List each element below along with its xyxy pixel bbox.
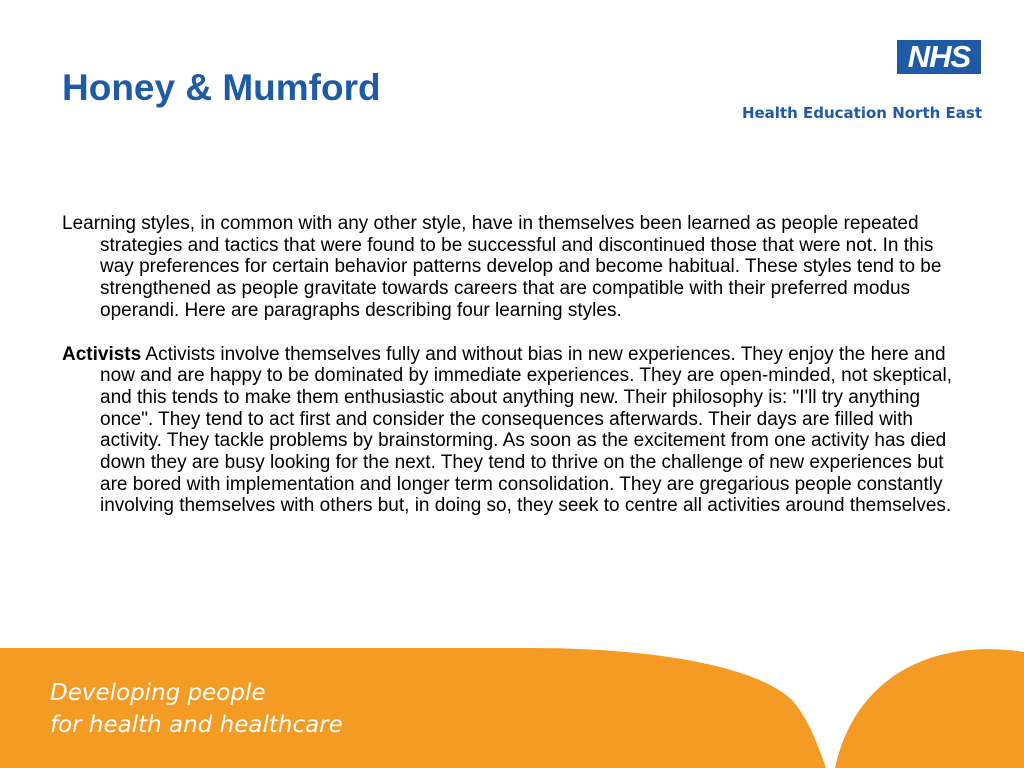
tagline-line-2: for health and healthcare	[50, 712, 343, 738]
nhs-logo-text: NHS	[907, 39, 971, 74]
footer-orange-swoosh	[835, 649, 1024, 768]
activists-paragraph-text: Activists involve themselves fully and without bias in new experiences. They enjoy the here and now and are happy to be dominated by immediate experiences. They are open-minded, not skeptical, and this tends to make them enthusiastic about anything new. Their philosophy is: "I'll try anything once". They tend to act first and consider the consequences afterwards. Their days are filled with activity. They tackle problems by brainstorming. As soon as the excitement from one activity has died down they are busy looking for the next. They tend to thrive on the challenge of new experiences but are bored with implementation and longer term consolidation. They are gregarious people constantly involving themselves with others but, in doing so, they seek to centre all activities around themselves.	[100, 343, 952, 517]
activists-term: Activists	[62, 343, 142, 365]
slide-title: Honey & Mumford	[62, 67, 381, 108]
intro-paragraph-text: Learning styles, in common with any other style, have in themselves been learned as people repeated strategies and tactics that were found to be successful and discontinued those that were not. In this way preferences for certain behavior patterns develop and become habitual. These styles tend to be strengthened as people gravitate towards careers that are compatible with their preferred modus operandi. Here are paragraphs describing four learning styles.	[62, 213, 942, 321]
organization-name: Health Education North East	[741, 104, 982, 122]
tagline-line-1: Developing people	[50, 680, 266, 706]
tagline	[50, 677, 343, 741]
